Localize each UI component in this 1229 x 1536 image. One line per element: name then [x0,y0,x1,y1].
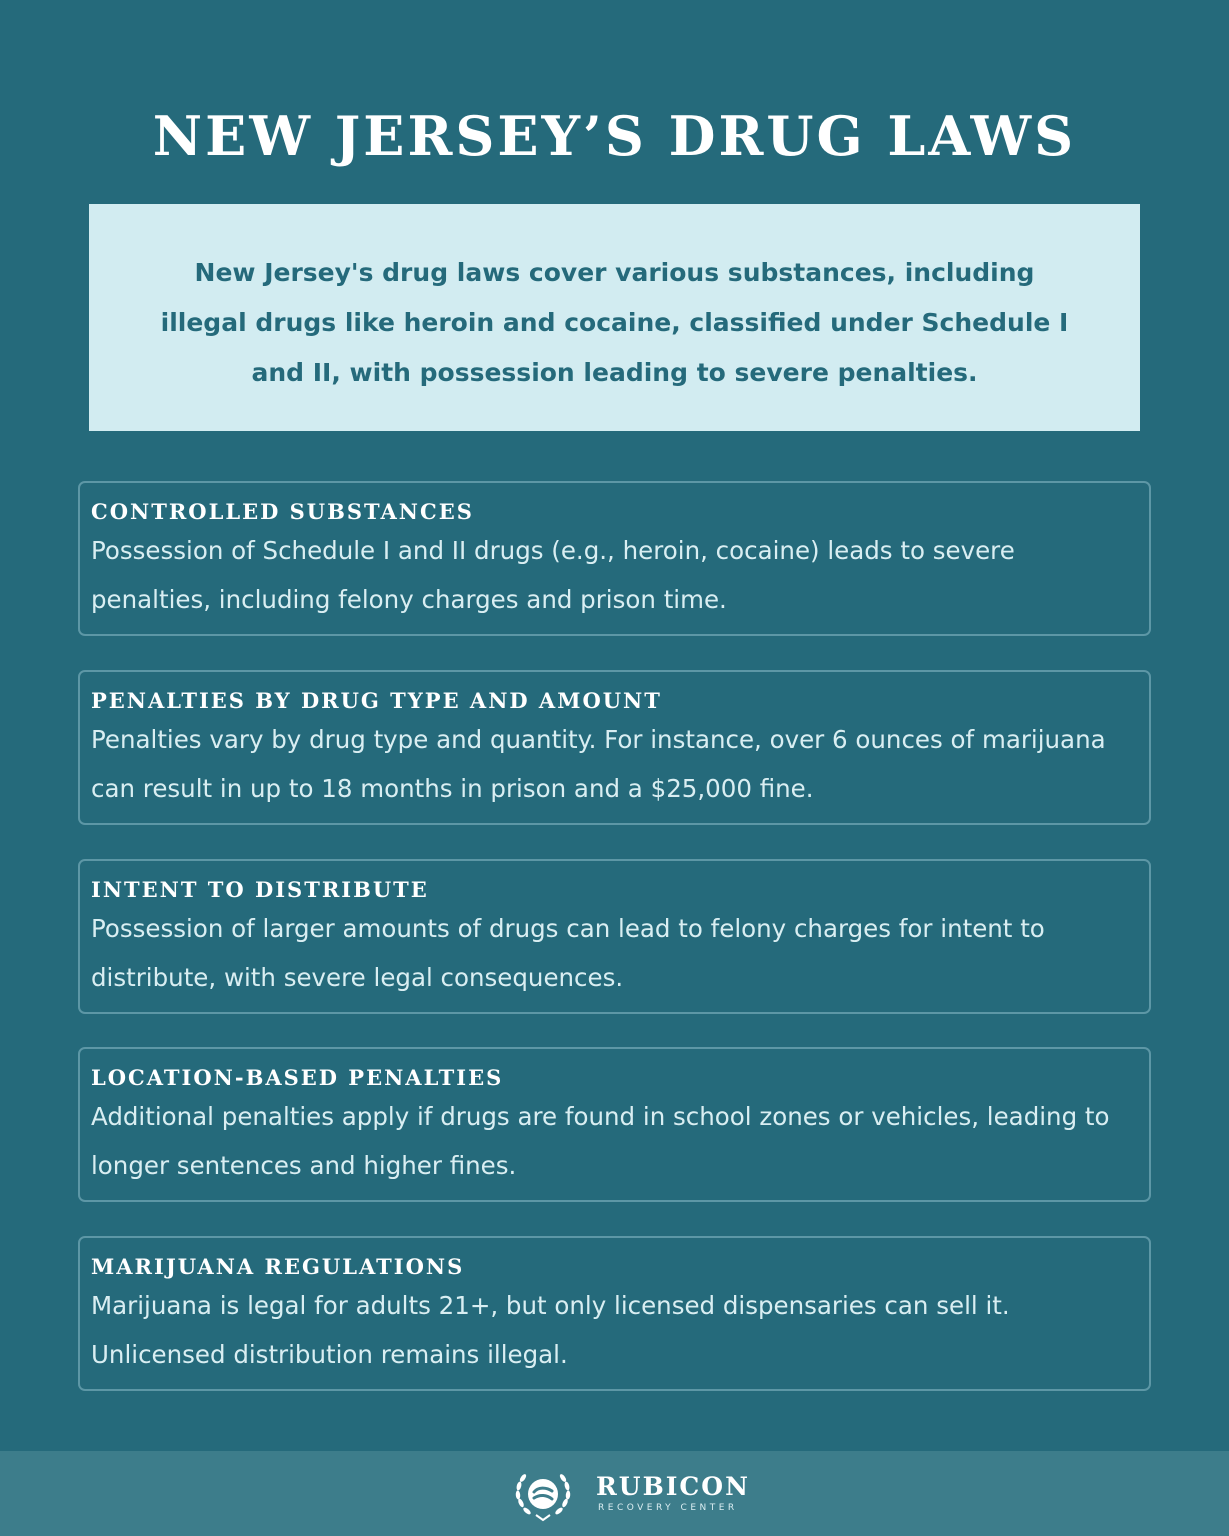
brand-logo [512,1463,752,1525]
section-heading: INTENT TO DISTRIBUTE [91,877,429,902]
section-body: Additional penalties apply if drugs are found in school zones or vehicles, leading to longer sentences and higher fines. [91,1102,1110,1180]
section-heading: CONTROLLED SUBSTANCES [91,499,474,524]
section-body: Possession of Schedule I and II drugs (e.g., heroin, cocaine) leads to severe penalties, including felony charges and prison time. [91,536,1015,614]
intro-box: New Jersey's drug laws cover various substances, including illegal drugs like heroin and cocaine, classified under Schedule I and II, with possession leading to severe penalties. [89,204,1140,431]
section-card-penalties-by-drug-type [78,670,1151,825]
section-card-controlled-substances [78,481,1151,636]
laurel-wreath-emblem-icon [512,1463,574,1525]
section-body: Possession of larger amounts of drugs can lead to felony charges for intent to distribute, with severe legal consequences. [91,914,1045,992]
section-body: Marijuana is legal for adults 21+, but only licensed dispensaries can sell it. Unlicensed distribution remains illegal. [91,1291,1010,1369]
page-title: NEW JERSEY’S DRUG LAWS [152,104,1077,168]
brand-subtitle: RECOVERY CENTER [598,1503,738,1513]
section-card-location-based-penalties [78,1047,1151,1202]
footer-bar [0,1451,1229,1536]
section-body: Penalties vary by drug type and quantity. For instance, over 6 ounces of marijuana can result in up to 18 months in prison and a $25,000 fine. [91,725,1106,803]
section-card-marijuana-regulations [78,1236,1151,1391]
section-card-intent-to-distribute [78,859,1151,1014]
brand-name: RUBICON [596,1472,750,1501]
section-heading: LOCATION-BASED PENALTIES [91,1065,504,1090]
section-heading: MARIJUANA REGULATIONS [91,1254,465,1279]
section-heading: PENALTIES BY DRUG TYPE AND AMOUNT [91,688,662,713]
